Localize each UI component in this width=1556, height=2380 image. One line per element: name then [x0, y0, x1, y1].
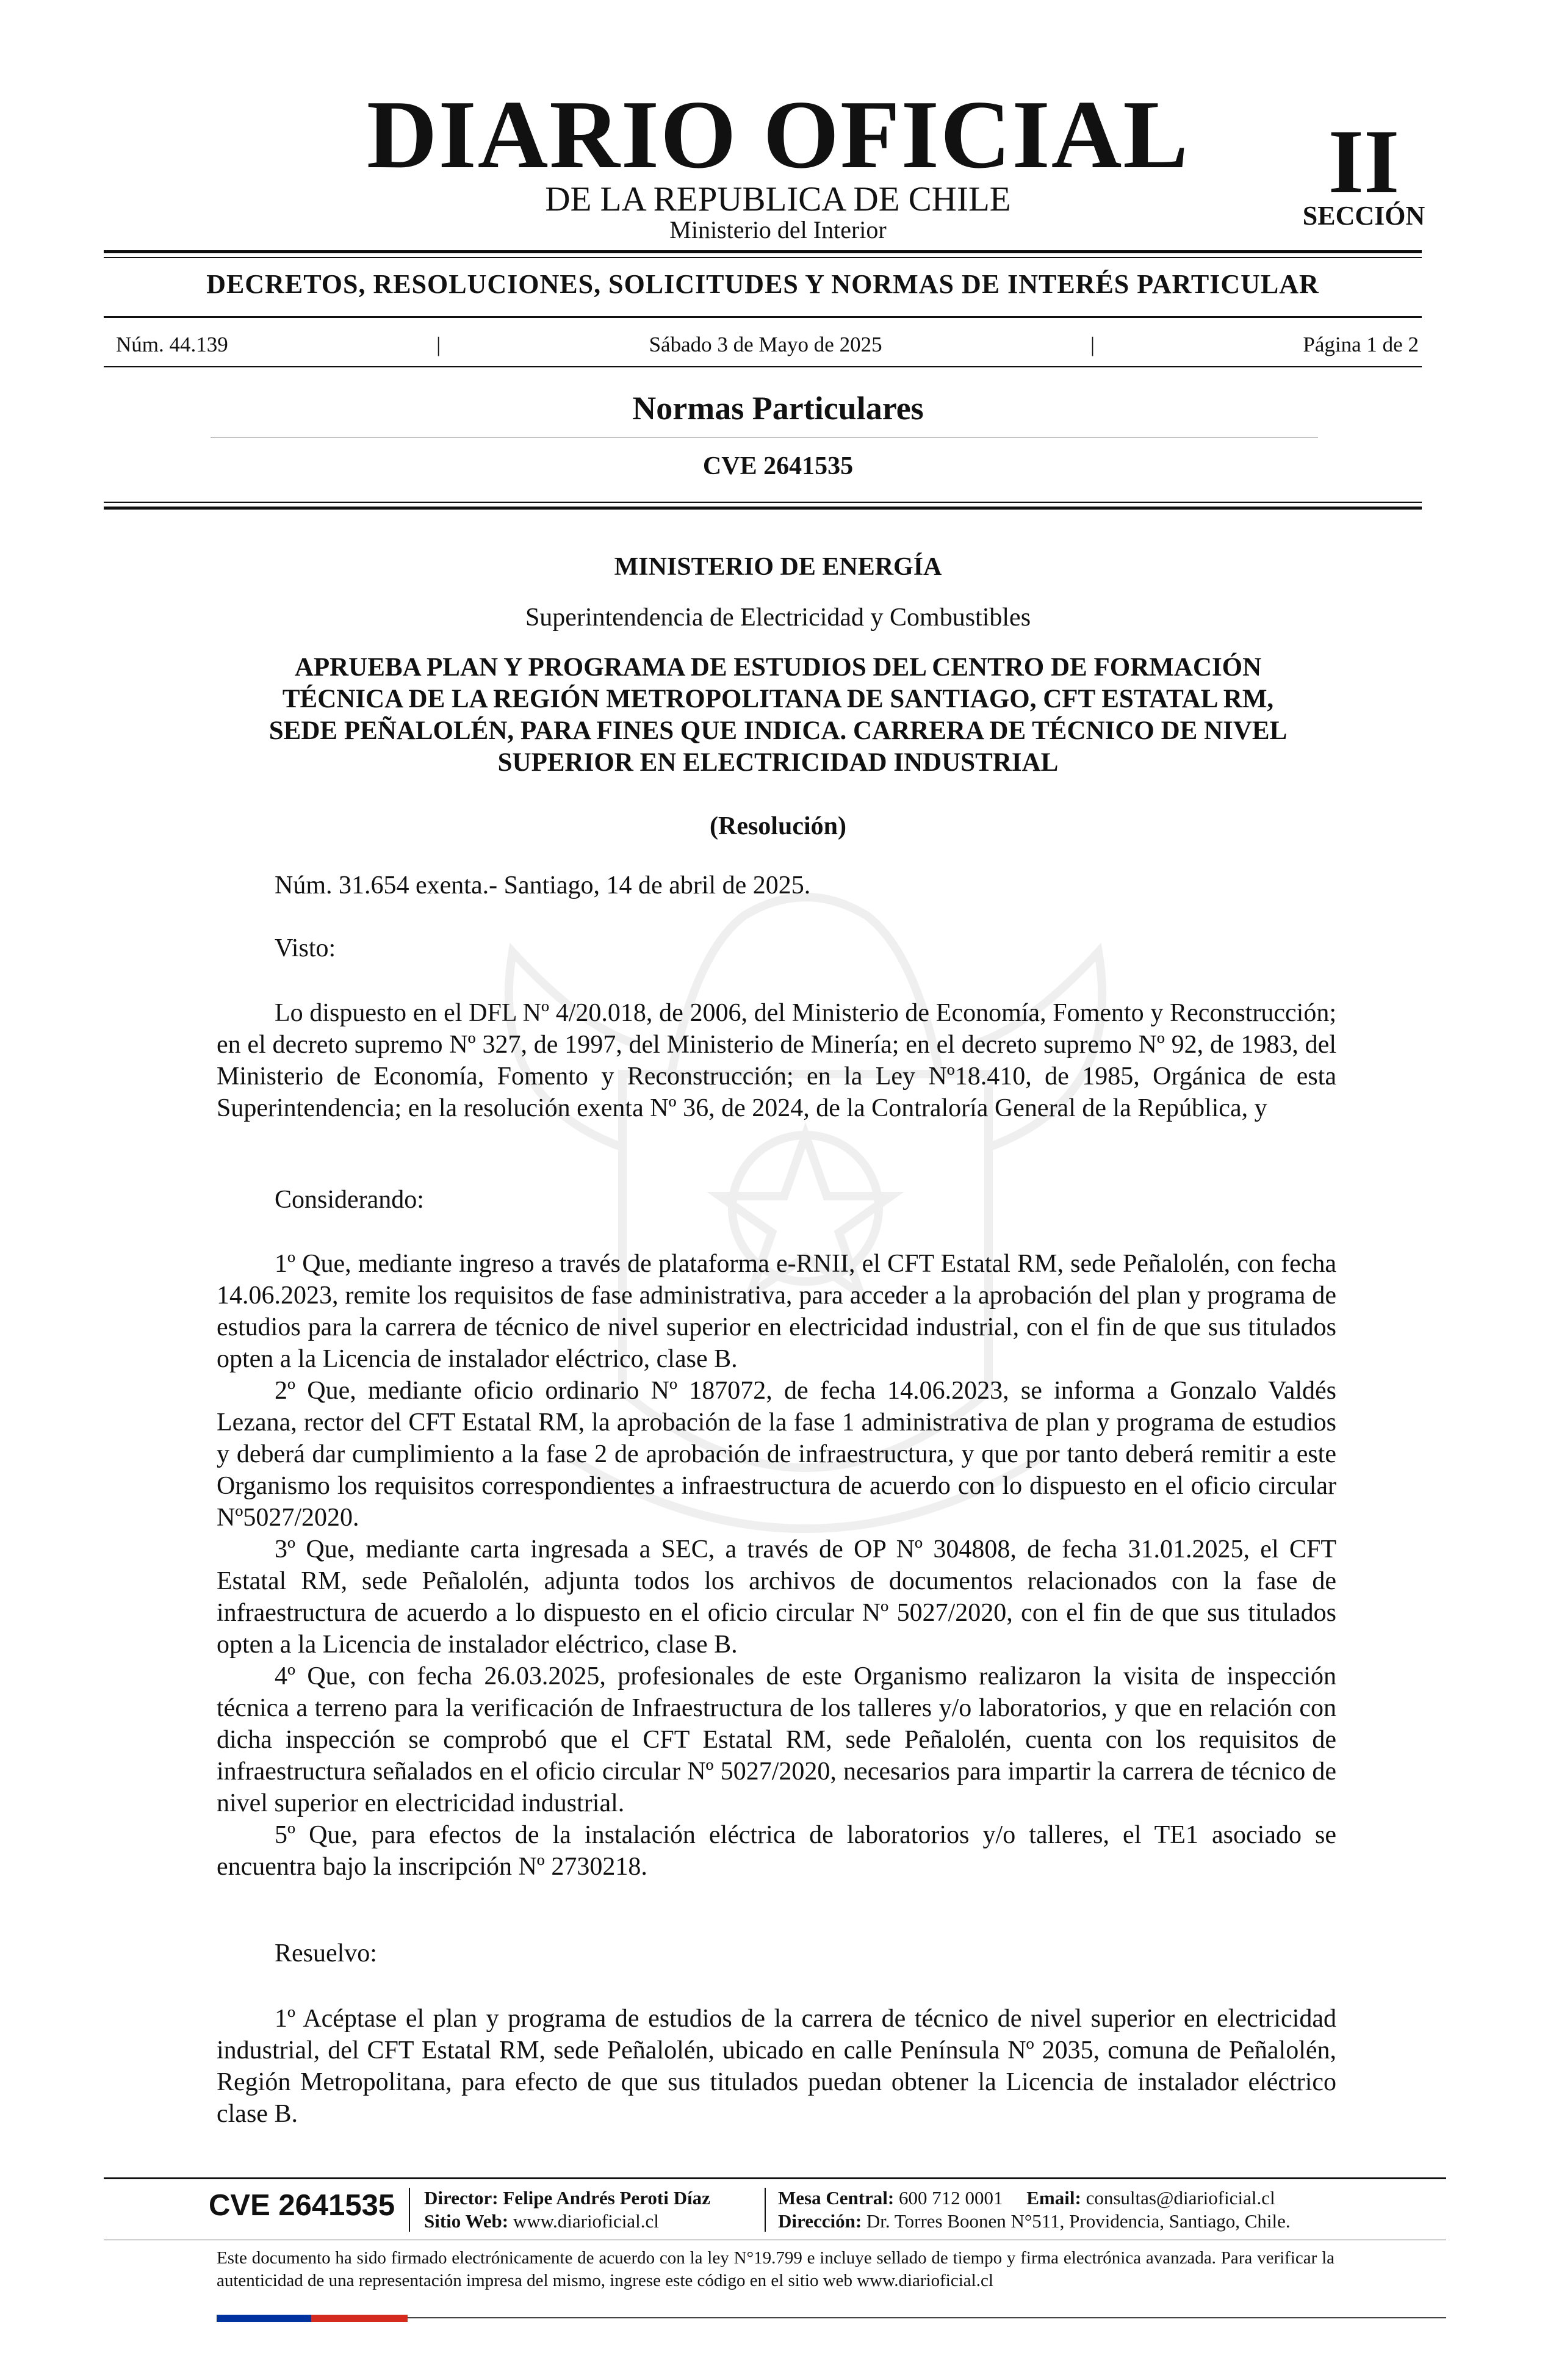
- footer-cve: CVE 2641535: [209, 2189, 395, 2222]
- footer-website: [424, 2209, 659, 2234]
- visto-label: Visto:: [275, 934, 336, 962]
- footer-director: [424, 2186, 710, 2210]
- flag-stripe-blue: [217, 2315, 311, 2322]
- title-line: SUPERIOR EN ELECTRICIDAD INDUSTRIAL: [497, 748, 1059, 777]
- category-heading: DECRETOS, RESOLUCIONES, SOLICITUDES Y NORMAS DE INTERÉS PARTICULAR: [206, 269, 1319, 299]
- issue-info-bar: [116, 333, 1419, 357]
- cve-rule-thin: [104, 502, 1422, 503]
- agency-heading: Superintendencia de Electricidad y Combustibles: [525, 604, 1031, 632]
- footer-contact: [778, 2186, 1275, 2210]
- resuelvo-label: Resuelvo:: [275, 1939, 377, 1967]
- footer-address: [778, 2209, 1291, 2234]
- newspaper-title: DIARIO OFICIAL: [366, 80, 1190, 189]
- section-marker: [1284, 111, 1443, 231]
- mesa-phone: 600 712 0001: [899, 2187, 1003, 2209]
- section-label: SECCIÓN: [1302, 201, 1425, 231]
- director-name: Felipe Andrés Peroti Díaz: [503, 2187, 710, 2209]
- title-line: APRUEBA PLAN Y PROGRAMA DE ESTUDIOS DEL CENTRO DE FORMACIÓN: [294, 653, 1262, 682]
- considerandos-block: [217, 1248, 1336, 1883]
- footer-divider: [765, 2188, 766, 2232]
- considerando-paragraph: 5º Que, para efectos de la instalación eléctrica de laboratorios y/o talleres, el TE1 asociado se encuentra bajo la inscripción Nº 2730218.: [217, 1821, 1336, 1881]
- visto-paragraph: [217, 997, 1336, 1124]
- website-label: Sitio Web:: [424, 2210, 509, 2232]
- address-text: Dr. Torres Boonen N°511, Providencia, Santiago, Chile.: [866, 2210, 1291, 2232]
- considerando-paragraph: 2º Que, mediante oficio ordinario Nº 187072, de fecha 14.06.2023, se informa a Gonzalo Valdés Lezana, rector del CFT Estatal RM, la aprobación de la fase 1 administrativa de plan y programa de estudios y deberá dar cumplimiento a la fase 2 de aprobación de infraestructura, y que por tanto deberá remitir a este Organismo los requisitos correspondientes a infraestructura de acuerdo con lo dispuesto en el oficio circular Nº5027/2020.: [217, 1377, 1336, 1532]
- newspaper-ministry: Ministerio del Interior: [669, 216, 887, 243]
- title-line: SEDE PEÑALOLÉN, PARA FINES QUE INDICA. CARRERA DE TÉCNICO DE NIVEL: [268, 716, 1288, 745]
- mesa-label: Mesa Central:: [778, 2187, 895, 2209]
- resuelvo-paragraph: 1º Acéptase el plan y programa de estudios de la carrera de técnico de nivel superior en electricidad industrial, del CFT Estatal RM, sede Peñalolén, ubicado en calle Península Nº 2035, comuna de Peñalolén, Región Metropolitana, para efecto de que sus titulados puedan obtener la Licencia de instalador eléctrico clase B.: [217, 2005, 1336, 2128]
- footer-bottom-rule: [408, 2317, 1446, 2318]
- cve-rule-thick: [104, 507, 1422, 510]
- info-separator: |: [1090, 333, 1095, 356]
- issue-number: Núm. 44.139: [116, 333, 228, 356]
- flag-stripe-red: [311, 2315, 408, 2322]
- considerando-paragraph: 4º Que, con fecha 26.03.2025, profesionales de este Organismo realizaron la visita de inspección técnica a terreno para la verificación de Infraestructura de los talleres y/o laboratorios, y que en relación con dicha inspección se comprobó que el CFT Estatal RM, sede Peñalolén, cuenta con los requisitos de infraestructura señalados en el oficio circular Nº 5027/2020, necesarios para impartir la carrera de técnico de nivel superior en electricidad industrial.: [217, 1662, 1336, 1817]
- header-rule-thick: [104, 250, 1422, 253]
- header-rule-thin: [104, 257, 1422, 258]
- email-link[interactable]: consultas@diarioficial.cl: [1086, 2187, 1275, 2209]
- resolution-number: Núm. 31.654 exenta.- Santiago, 14 de abril de 2025.: [275, 871, 811, 900]
- newspaper-subtitle: DE LA REPUBLICA DE CHILE: [545, 180, 1011, 218]
- title-line: TÉCNICA DE LA REGIÓN METROPOLITANA DE SANTIAGO, CFT ESTATAL RM,: [282, 685, 1274, 713]
- considerando-label: Considerando:: [275, 1186, 424, 1214]
- visto-text: Lo dispuesto en el DFL Nº 4/20.018, de 2006, del Ministerio de Economía, Fomento y Reconstrucción; en el decreto supremo Nº 327, de 1997, del Ministerio de Minería; en el decreto supremo Nº 92, de 1983, del Ministerio de Economía, Fomento y Reconstrucción; en la Ley Nº18.410, de 1985, Orgánica de esta Superintendencia; en la resolución exenta Nº 36, de 2024, de la Contraloría General de la República, y: [217, 999, 1336, 1122]
- footer-divider: [409, 2188, 410, 2232]
- footer-authenticity-note: Este documento ha sido firmado electrónicamente de acuerdo con la ley N°19.799 e incluye sellado de tiempo y firma electrónica avanzada. Para verificar la autenticidad de una representación impresa del mismo, ingrese este código en el sitio web www.diarioficial.cl: [217, 2248, 1334, 2290]
- document-type: (Resolución): [710, 812, 846, 840]
- issue-date: Sábado 3 de Mayo de 2025: [649, 333, 882, 356]
- address-label: Dirección:: [778, 2210, 862, 2232]
- email-label: Email:: [1026, 2187, 1081, 2209]
- resolution-title: [207, 652, 1349, 779]
- category-rule: [104, 316, 1422, 318]
- section-title: Normas Particulares: [632, 390, 924, 427]
- resuelvo-block: [217, 2003, 1336, 2130]
- considerando-paragraph: 1º Que, mediante ingreso a través de plataforma e-RNII, el CFT Estatal RM, sede Peñalolén, con fecha 14.06.2023, remite los requisitos de fase administrativa, para acceder a la aprobación del plan y programa de estudios para la carrera de técnico de nivel superior en electricidad industrial, con el fin de que sus titulados opten a la Licencia de instalador eléctrico, clase B.: [217, 1250, 1336, 1373]
- info-separator: |: [436, 333, 441, 356]
- info-rule: [104, 366, 1422, 367]
- director-label: Director:: [424, 2187, 499, 2209]
- considerando-paragraph: 3º Que, mediante carta ingresada a SEC, a través de OP Nº 304808, de fecha 31.01.2025, el CFT Estatal RM, sede Peñalolén, adjunta todos los archivos de documentos relacionados con la fase de infraestructura de acuerdo a lo dispuesto en el oficio circular Nº 5027/2020, con el fin de que sus titulados opten a la Licencia de instalador eléctrico, clase B.: [217, 1535, 1336, 1659]
- section-title-rule: [211, 437, 1318, 438]
- ministry-heading: MINISTERIO DE ENERGÍA: [614, 553, 942, 581]
- cve-code: CVE 2641535: [702, 452, 854, 480]
- footer-rule: [104, 2177, 1446, 2179]
- page-indicator: Página 1 de 2: [1303, 333, 1419, 356]
- website-link[interactable]: www.diarioficial.cl: [513, 2210, 659, 2232]
- section-roman: II: [1328, 111, 1400, 212]
